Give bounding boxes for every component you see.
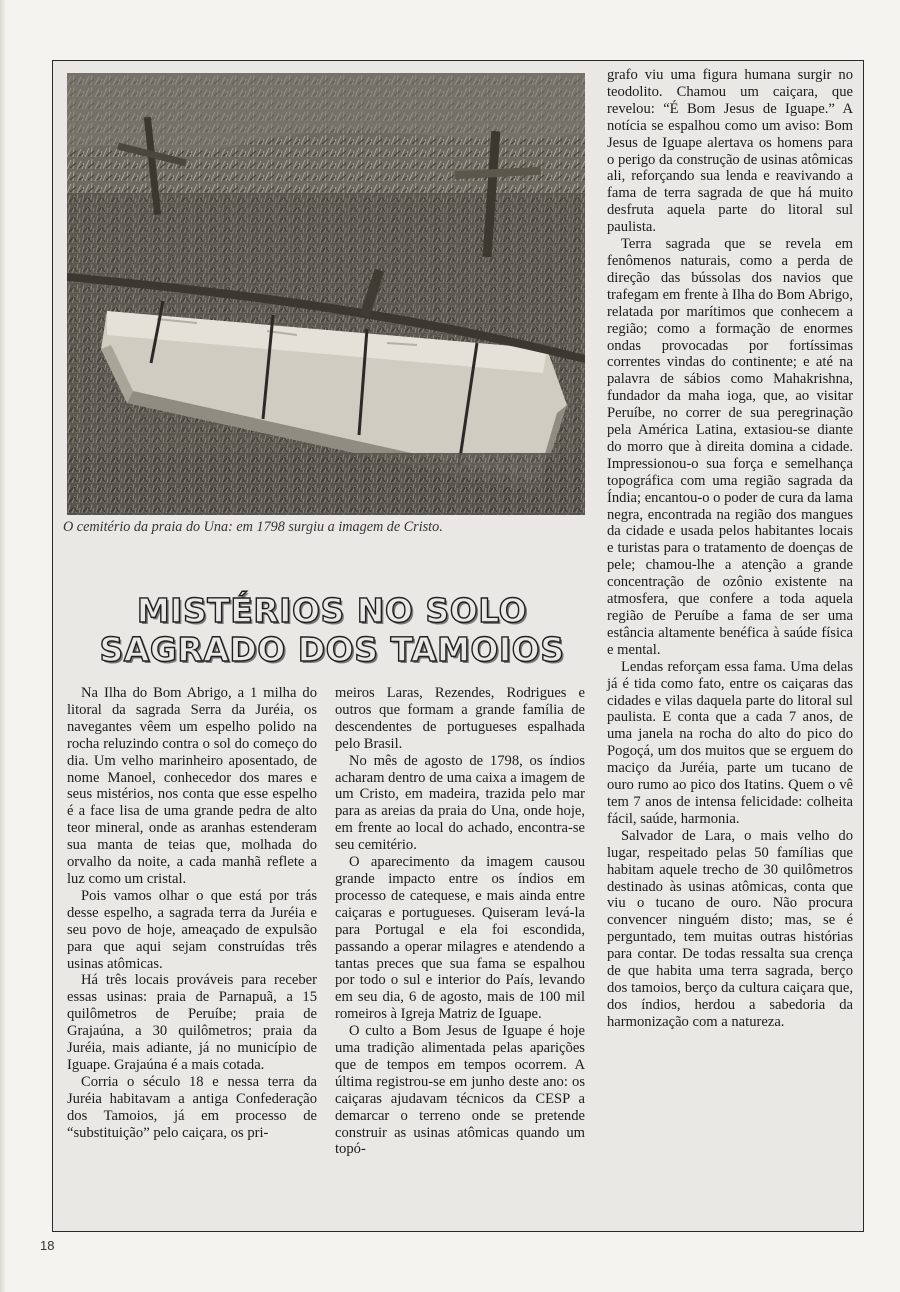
- paragraph: Lendas reforçam essa fama. Uma delas já é tida como fato, entre os caiçaras das cidades e vilas daquela parte do litoral sul paulista. E conta que a cada 7 anos, de uma janela na rocha do alto do pico do Pogoçá, um dos muitos que se erguem do maciço da Juréia, parte um tucano de ouro rumo ao pico dos Itatins. Quem o vê tem 7 anos de intensa felicidade: colheita fácil, saúde, harmonia.: [607, 658, 853, 827]
- paragraph: Corria o século 18 e nessa terra da Juréia habitavam a antiga Confederação dos Tamoios, já em processo de “substituição” pelo caiçara, os pri-: [67, 1073, 317, 1141]
- scan-edge: [0, 0, 6, 1292]
- paragraph: Salvador de Lara, o mais velho do lugar, respeitado pelas 50 famílias que habitam aquele trecho de 30 quilômetros destinado às usinas atômicas, conta que viu o tucano de ouro. Não procura convencer ninguém disto; mas, se é perguntado, tem muitas outras histórias para contar. De todas ressalta sua crença de que habita uma terra sagrada, berço dos tamoios, berço da cultura caiçara que, dos índios, herdou a sabedoria da harmonização com a natureza.: [607, 827, 853, 1030]
- paragraph: Na Ilha do Bom Abrigo, a 1 milha do litoral da sagrada Serra da Juréia, os navegantes vêem um espelho polido na rocha reluzindo contra o sol do começo do dia. Um velho marinheiro aposentado, de nome Manoel, conhecedor dos mares e seus mistérios, nos conta que esse espelho é a face lisa de uma grande pedra de alto teor mineral, onde as aranhas estenderam sua manta de teias que, molhada do orvalho da noite, a cada manhã reflete a luz como um cristal.: [67, 685, 317, 887]
- headline: [67, 591, 597, 669]
- paragraph: Há três locais prováveis para receber essas usinas: praia de Parnapuã, a 15 quilômetros de Peruíbe; praia de Grajaúna, a 30 quilômetros; praia da Juréia, mais adiante, já no município de Iguape. Grajaúna é a mais cotada.: [67, 972, 317, 1073]
- headline-line-1: MISTÉRIOS NO SOLO: [136, 591, 528, 630]
- cemetery-photo: [67, 73, 585, 515]
- paragraph: O aparecimento da imagem causou grande impacto entre os índios em processo de catequese, e mais ainda entre caiçaras e portugueses. Quiseram levá-la para Portugal e ela foi escondida, passando a operar milagres e atendendo a tantas preces que sua fama se espalhou por todo o sul e interior do País, levando em seu dia, 6 de agosto, mais de 100 mil romeiros à Igreja Matriz de Iguape.: [335, 854, 585, 1023]
- paragraph: Terra sagrada que se revela em fenômenos naturais, como a perda de direção das bússolas dos navios que trafegam em frente à Ilha do Bom Abrigo, relatada por marítimos que conhecem a região; como a formação de enormes ondas provocadas por fortíssimas correntes vindas do continente; e até na palavra de sábios como Mahakrishna, fundador da maha ioga, que, ao visitar Peruíbe, no correr de sua peregrinação pela América Latina, extasiou-se diante do morro que à direita domina a cidade. Impressionou-o sua força e semelhança topográfica com uma região sagrada da Índia; encantou-o o poder de cura da lama negra, encontrada na região dos mangues da cidade e usada pelos habitantes locais e turistas para o tratamento de doenças de pele; chamou-lhe a atenção a grande concentração de ozônio existente na atmosfera, que confere a toda aquela região de Peruíbe a fama de ser uma estância altamente benéfica à saúde física e mental.: [607, 236, 853, 658]
- text-column-1: [67, 685, 317, 1141]
- text-column-3: [607, 67, 853, 1031]
- paragraph: No mês de agosto de 1798, os índios acharam dentro de uma caixa a imagem de um Cristo, em madeira, trazida pelo mar para as areias da praia do Una, onde hoje, em frente ao local do achado, encontra-se seu cemitério.: [335, 752, 585, 854]
- headline-line-2: SAGRADO DOS TAMOIOS: [99, 630, 565, 669]
- text-column-2: [335, 685, 585, 1158]
- article-frame: [52, 60, 864, 1232]
- paragraph: O culto a Bom Jesus de Iguape é hoje uma tradição alimentada pelas aparições que de tempos em tempos ocorrem. A última registrou-se em junho deste ano: os caiçaras ajudavam técnicos da CESP a demarcar o terreno onde se pretende construir as usinas atômicas quando um topó-: [335, 1023, 585, 1158]
- page-number: 18: [40, 1238, 55, 1253]
- paragraph-continuation: meiros Laras, Rezendes, Rodrigues e outros que formam a grande família de descendentes de portugueses espalhada pelo Brasil.: [335, 685, 585, 752]
- cemetery-photo-image: [67, 73, 585, 515]
- paragraph: Pois vamos olhar o que está por trás desse espelho, a sagrada terra da Juréia e seu povo de hoje, ameaçado de expulsão para que aqui sejam construídas três usinas atômicas.: [67, 887, 317, 972]
- paragraph-continuation: grafo viu uma figura humana surgir no teodolito. Chamou um caiçara, que revelou: “É Bom Jesus de Iguape.” A notícia se espalhou como um aviso: Bom Jesus de Iguape alertava os homens para o perigo da construção de usinas atômicas ali, reforçando sua lenda e reavivando a fama de terra sagrada de que há muito desfruta aquela parte do litoral sul paulista.: [607, 67, 853, 236]
- photo-caption: O cemitério da praia do Una: em 1798 surgiu a imagem de Cristo.: [63, 519, 443, 535]
